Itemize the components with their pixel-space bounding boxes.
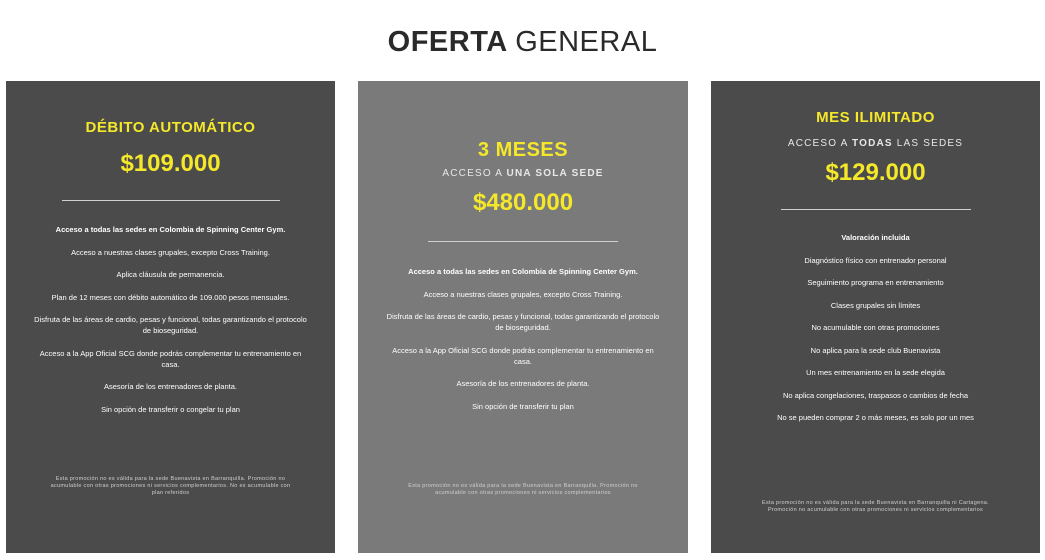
plan-price: $480.000 [472, 189, 574, 216]
feature-item: Aplica cláusula de permanencia. [116, 270, 225, 279]
plan-subtitle-post: LAS SEDES [892, 138, 964, 149]
feature-item: Sin opción de transferir tu plan [472, 401, 574, 411]
feature-item: Sin opción de transferir o congelar tu plan [101, 404, 240, 414]
feature-item: Clases grupales sin límites [830, 300, 921, 310]
plan-title: DÉBITO AUTOMÁTICO [85, 119, 256, 136]
plan-subtitle-pre: ACCESO A [787, 138, 852, 149]
feature-item: No aplica para la sede club Buenavista [810, 345, 941, 355]
divider [428, 241, 618, 242]
features-list [6, 224, 335, 415]
feature-item: Diagnóstico físico con entrenador personal [804, 255, 947, 265]
feature-item: No se pueden comprar 2 o más meses, es solo por un mes [777, 413, 974, 422]
disclaimer: Esta promoción no es válida para la sede Buenavista en Barranquilla ni Cartagena. Promoción no acumulable con otras promociones ni servicios complementarios [761, 500, 989, 513]
plan-card-debito-automatico [6, 81, 335, 553]
feature-item: Acceso a todas las sedes en Colombia de Spinning Center Gym. [55, 225, 286, 234]
plan-subtitle-bold: TODAS [851, 138, 893, 149]
plan-price: $109.000 [120, 150, 221, 177]
plan-card-mes-ilimitado [711, 81, 1040, 553]
features-list [711, 232, 1040, 423]
feature-item: Valoración incluida [841, 233, 910, 242]
feature-item: Acceso a la App Oficial SCG donde podrás complementar tu entrenamiento en casa. [392, 345, 654, 366]
feature-item: Acceso a la App Oficial SCG donde podrás complementar tu entrenamiento en casa. [39, 348, 302, 369]
page-title-bold: OFERTA [387, 26, 507, 58]
plan-subtitle-pre: ACCESO A [442, 168, 507, 179]
divider [62, 200, 280, 201]
feature-item: Asesoría de los entrenadores de planta. [103, 382, 237, 391]
disclaimer: Esta promoción no es válida para la sede Buenavista en Barranquilla. Promoción no acumulable con otras promociones ni servicios complementarios [408, 483, 638, 496]
disclaimer: Esta promoción no es válida para la sede Buenavista en Barranquilla. Promoción no acumulable con otras promociones ni servicios complementarios. No es acumulable con plan referidos [50, 476, 291, 496]
feature-item: Plan de 12 meses con débito automático de 109.000 pesos mensuales. [51, 292, 290, 302]
plan-subtitle [711, 138, 1040, 149]
plan-title: MES ILIMITADO [816, 109, 935, 126]
feature-item: Disfruta de las áreas de cardio, pesas y funcional, todas garantizando el protocolo de bioseguridad. [34, 315, 307, 335]
page-title-light: GENERAL [515, 26, 658, 58]
feature-item: No acumulable con otras promociones [811, 323, 940, 332]
plan-card-3-meses [358, 81, 688, 553]
plan-subtitle [358, 168, 688, 179]
feature-item: Seguimiento programa en entrenamiento [807, 278, 944, 287]
feature-item: Asesoría de los entrenadores de planta. [456, 379, 590, 388]
feature-item: Acceso a todas las sedes en Colombia de Spinning Center Gym. [408, 267, 638, 276]
plan-price: $129.000 [825, 159, 926, 186]
feature-item: No aplica congelaciones, traspasos o cambios de fecha [782, 390, 969, 400]
features-list [358, 266, 688, 412]
divider [781, 209, 971, 210]
feature-item: Un mes entrenamiento en la sede elegida [806, 368, 945, 377]
plan-subtitle-bold: UNA SOLA SEDE [506, 168, 604, 179]
feature-item: Disfruta de las áreas de cardio, pesas y funcional, todas garantizando el protocolo de bioseguridad. [386, 312, 660, 332]
feature-item: Acceso a nuestras clases grupales, excepto Cross Training. [71, 247, 270, 257]
plan-title: 3 MESES [477, 139, 569, 161]
feature-item: Acceso a nuestras clases grupales, excepto Cross Training. [423, 289, 623, 299]
page-title [0, 26, 1045, 59]
